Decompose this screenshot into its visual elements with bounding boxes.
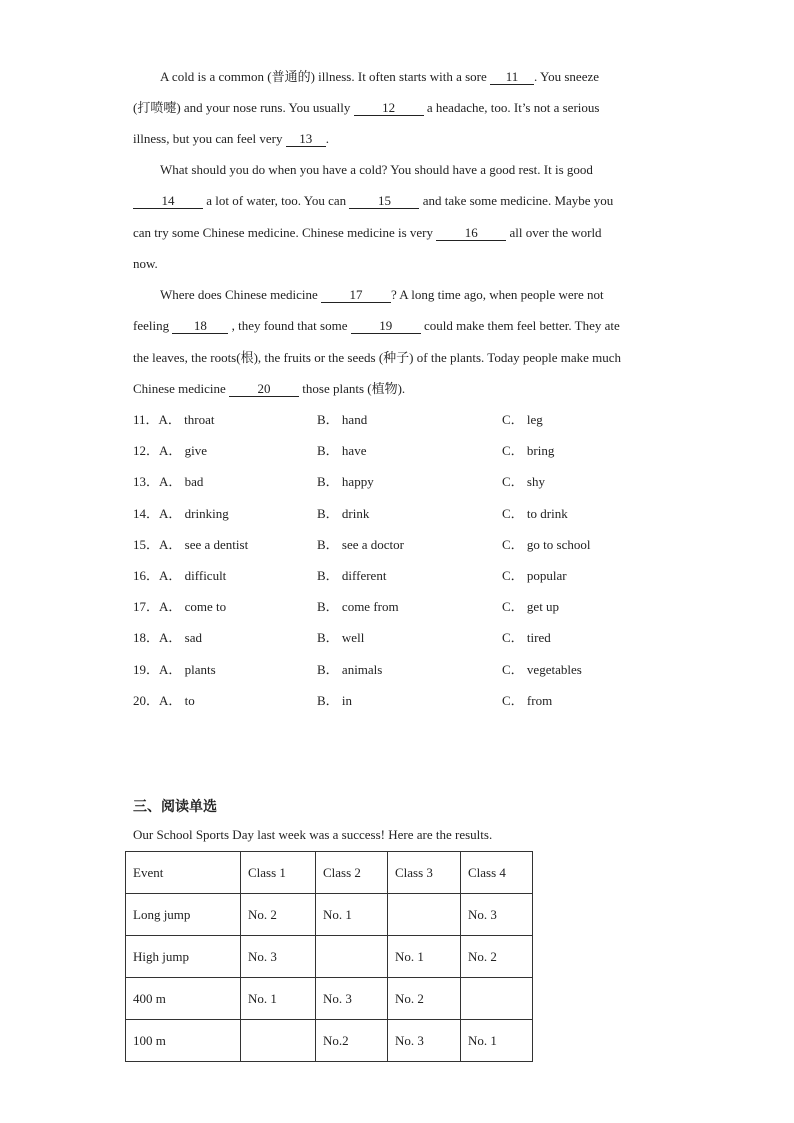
passage-text: all over the world: [506, 225, 602, 240]
table-cell: [461, 978, 533, 1020]
table-cell: No. 3: [241, 936, 316, 978]
table-row: [126, 936, 533, 978]
passage-text: What should you do when you have a cold? You should have a good rest. It is good: [160, 162, 593, 177]
blank-18: 18: [172, 319, 228, 334]
blank-13: 13: [286, 132, 326, 147]
passage-line: [160, 162, 593, 178]
question-option-b[interactable]: B． different: [317, 568, 387, 583]
blank-11: 11: [490, 70, 534, 85]
question-option-b[interactable]: B． have: [317, 443, 367, 458]
table-cell: [241, 1020, 316, 1062]
question-option-a[interactable]: 15．A． see a dentist: [133, 537, 249, 552]
question-option-a[interactable]: 12．A． give: [133, 443, 208, 458]
results-table: [125, 851, 533, 1062]
table-header-cell: Event: [126, 852, 241, 894]
question-option-c[interactable]: C． to drink: [502, 506, 568, 521]
passage-text: Where does Chinese medicine: [160, 287, 321, 302]
question-option-c[interactable]: C． shy: [502, 474, 545, 489]
table-header-cell: Class 1: [241, 852, 316, 894]
passage-text: those plants (植物).: [299, 381, 406, 396]
passage-text: , they found that some: [228, 318, 351, 333]
question-option-b[interactable]: B． well: [317, 630, 365, 645]
question-option-a[interactable]: 13．A． bad: [133, 474, 204, 489]
question-option-a[interactable]: 11．A． throat: [133, 412, 215, 427]
question-option-b[interactable]: B． hand: [317, 412, 368, 427]
table-cell: Long jump: [126, 894, 241, 936]
passage-line: [133, 225, 602, 241]
question-option-c[interactable]: C． go to school: [502, 537, 591, 552]
question-option-b[interactable]: B． drink: [317, 506, 370, 521]
table-header-cell: Class 3: [388, 852, 461, 894]
passage-line: [160, 69, 599, 85]
table-cell: No. 3: [388, 1020, 461, 1062]
question-option-c[interactable]: C． tired: [502, 630, 551, 645]
passage-text: and take some medicine. Maybe you: [419, 193, 614, 208]
passage-text: . You sneeze: [534, 69, 600, 84]
section-title: 三、阅读单选: [133, 799, 217, 815]
blank-17: 17: [321, 288, 391, 303]
table-cell: No. 3: [461, 894, 533, 936]
table-cell: [316, 936, 388, 978]
passage-text: can try some Chinese medicine. Chinese medicine is very: [133, 225, 437, 240]
passage-line: [133, 256, 158, 272]
passage-line: [133, 100, 599, 116]
blank-12: 12: [354, 101, 424, 116]
table-cell: No. 2: [241, 894, 316, 936]
table-cell: No. 1: [241, 978, 316, 1020]
question-option-a[interactable]: 18．A． sad: [133, 630, 202, 645]
blank-16: 16: [436, 226, 506, 241]
table-row: [126, 978, 533, 1020]
passage-text: a lot of water, too. You can: [203, 193, 350, 208]
question-option-b[interactable]: B． come from: [317, 599, 399, 614]
question-option-b[interactable]: B． animals: [317, 662, 383, 677]
passage-text: feeling: [133, 318, 173, 333]
passage-line: [133, 193, 613, 209]
table-cell: No. 1: [461, 1020, 533, 1062]
blank-19: 19: [351, 319, 421, 334]
table-cell: No. 1: [316, 894, 388, 936]
table-cell: No.2: [316, 1020, 388, 1062]
question-option-a[interactable]: 17．A． come to: [133, 599, 227, 614]
passage-text: Chinese medicine: [133, 381, 230, 396]
passage-text: now.: [133, 256, 158, 271]
table-cell: [388, 894, 461, 936]
blank-15: 15: [349, 194, 419, 209]
passage-text: A cold is a common (普通的) illness. It often starts with a sore: [160, 69, 491, 84]
passage-line: [133, 318, 620, 334]
table-header-cell: Class 2: [316, 852, 388, 894]
table-cell: No. 2: [388, 978, 461, 1020]
passage-text: could make them feel better. They ate: [420, 318, 620, 333]
table-header-cell: Class 4: [461, 852, 533, 894]
question-option-c[interactable]: C． leg: [502, 412, 543, 427]
table-row: [126, 894, 533, 936]
question-option-b[interactable]: B． see a doctor: [317, 537, 405, 552]
passage-line: [133, 131, 329, 147]
passage-line: [160, 287, 604, 303]
blank-14: 14: [133, 194, 203, 209]
blank-20: 20: [229, 382, 299, 397]
table-cell: No. 2: [461, 936, 533, 978]
question-option-b[interactable]: B． in: [317, 693, 353, 708]
passage-text: .: [325, 131, 329, 146]
table-cell: High jump: [126, 936, 241, 978]
passage-text: illness, but you can feel very: [133, 131, 286, 146]
question-option-a[interactable]: 19．A． plants: [133, 662, 216, 677]
question-option-a[interactable]: 20．A． to: [133, 693, 195, 708]
passage-text: the leaves, the roots(根), the fruits or the seeds (种子) of the plants. Today people make much: [133, 350, 622, 365]
question-option-c[interactable]: C． from: [502, 693, 553, 708]
table-cell: 100 m: [126, 1020, 241, 1062]
passage-text: (打喷嚏) and your nose runs. You usually: [133, 100, 354, 115]
question-option-a[interactable]: 14．A． drinking: [133, 506, 229, 521]
question-option-a[interactable]: 16．A． difficult: [133, 568, 227, 583]
question-option-c[interactable]: C． get up: [502, 599, 560, 614]
table-header-row: [126, 852, 533, 894]
passage-text: ? A long time ago, when people were not: [391, 287, 604, 302]
question-option-c[interactable]: C． popular: [502, 568, 567, 583]
passage-line: [133, 381, 405, 397]
table-cell: No. 3: [316, 978, 388, 1020]
reading-intro: Our School Sports Day last week was a success! Here are the results.: [133, 827, 493, 842]
table-cell: 400 m: [126, 978, 241, 1020]
passage-line: [133, 350, 621, 366]
question-option-c[interactable]: C． bring: [502, 443, 555, 458]
table-row: [126, 1020, 533, 1062]
passage-text: a headache, too. It’s not a serious: [423, 100, 600, 115]
question-option-c[interactable]: C． vegetables: [502, 662, 582, 677]
question-option-b[interactable]: B． happy: [317, 474, 374, 489]
table-cell: No. 1: [388, 936, 461, 978]
